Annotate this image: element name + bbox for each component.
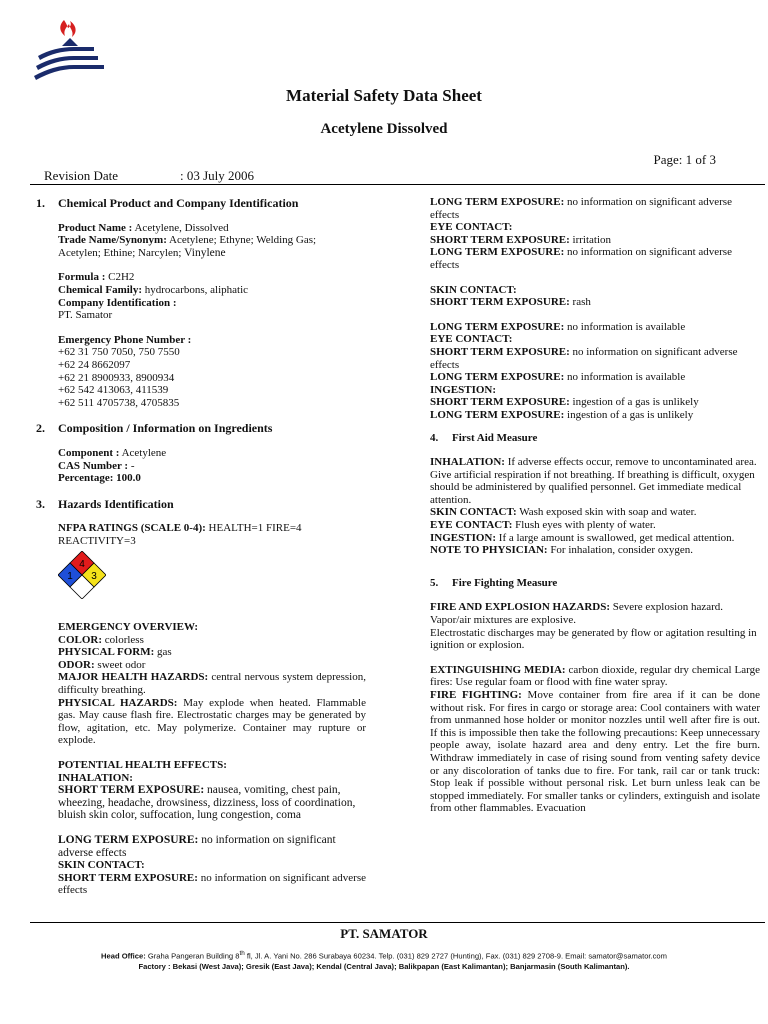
footer-divider	[30, 922, 765, 923]
header-divider	[30, 184, 765, 185]
revision-date-value: : 03 July 2006	[180, 168, 255, 183]
right-column: LONG TERM EXPOSURE: no information on significant adverse effects EYE CONTACT: SHORT TERM EXPOSURE: irritation LONG TERM EXPOSURE: no information on significant adverse effects SKIN CONTACT: SHORT TERM EXPOSURE: rash LONG TERM EXPOSURE: no information is available EYE CONTACT: SHORT TERM EXPOSURE: no information on significant adverse effects LONG TERM EXPOSURE: no information is available INGESTION: SHORT TERM EXPOSURE: ingestion of a gas is unlikely LONG TERM EXPOSURE: ingestion of a gas is unlikely 4. First Aid Measure INHALATION: If adverse effects occur, remove to uncontaminated area. Give artificial respiration if not breathing. If breathing is difficult, oxygen should be administered by qualified personnel. Get immediate medical attention. SKIN CONTACT: Wash exposed skin with soap and water. EYE CONTACT: Flush eyes with plenty of water. INGESTION: If a large amount is swallowed, get medical attention. NOTE TO PHYSICIAN: For inhalation, consider oxygen. 5. Fire Fighting Measure FIRE AND EXPLOSION HAZARDS: Severe explosion hazard. Vapor/air mixtures are explosive. Electrostatic discharges may be generated by flow or agitation resulting in ignition or explosion. EXTINGUISHING MEDIA: carbon dioxide, regular dry chemical Large fires: Use regular foam or flood with fine water spray. FIRE FIGHTING: Move container from fire area if it can be done without risk. For fires in cargo or storage area: Cool containers with water from unmanned hose holder or monitor nozzles until well after fire is out. If this is impossible then take the following precautions: Keep unnecessary people away, isolate hazard area and deny entry. Let the fire burn. Withdraw immediately in case of rising sound from venting safety device or any discoloration of tanks due to fire. For tank, rail car or tank truck: Stop leak if possible without personal risk. Let burn unless leak can be stopped immediately. For smaller tanks or cylinders, extinguish and isolate from other flammables. Evacuation	[430, 196, 760, 815]
page-number: Page: 1 of 3	[653, 152, 716, 167]
section-5-heading: 5. Fire Fighting Measure	[430, 576, 558, 589]
revision-date-label: Revision Date	[44, 168, 119, 183]
nfpa-diamond-icon	[58, 551, 106, 599]
nfpa-fire-rating: 4	[79, 559, 85, 571]
phone-number: +62 24 8662097	[58, 358, 131, 371]
section-4-heading: 4. First Aid Measure	[430, 431, 538, 444]
phone-number: +62 21 8900933, 8900934	[58, 371, 175, 384]
document-subtitle: Acetylene Dissolved	[320, 121, 448, 137]
phone-number: +62 542 413063, 411539	[58, 384, 169, 397]
footer-factory: Factory : Bekasi (West Java); Gresik (East Java); Kendal (Central Java); Balikpapan (East Kalimantan); Banjarmasin (South Kalimantan).	[138, 962, 630, 971]
nfpa-health-rating: 1	[67, 571, 73, 583]
section-2-heading: 2. Composition / Information on Ingredients	[36, 421, 273, 436]
company-logo-icon	[34, 16, 106, 80]
section-1-heading: 1. Chemical Product and Company Identification	[36, 196, 299, 210]
section-3-heading: 3. Hazards Identification	[36, 496, 174, 511]
phone-number: +62 511 4705738, 4705835	[58, 396, 180, 409]
phone-number: +62 31 750 7050, 750 7550	[58, 346, 180, 359]
document-title: Material Safety Data Sheet	[286, 86, 482, 105]
left-column: 1. Chemical Product and Company Identification Product Name : Acetylene, Dissolved Trade Name/Synonym: Acetylene; Ethyne; Welding Gas; Acetylen; Ethine; Narcylen; Vinylene Formula : C2H2 Chemical Family: hydrocarbons, aliphatic Company Identification : PT. Samator Emergency Phone Number : +62 31 750 7050, 750 7550 +62 24 8662097 +62 21 8900933, 8900934 +62 542 413063, 411539 +62 511 4705738, 4705835 2. Composition / Information on Ingredients Component : Acetylene CAS Number : - Percentage: 100.0 3. Hazards Identification NFPA RATINGS (SCALE 0-4): HEALTH=1 FIRE=4 REACTIVITY=3 4 1 3 EMERGENCY OVERVIEW: COLOR: colorless PHYSICAL FORM: gas ODOR: sweet odor MAJOR HEALTH HAZARDS: central nervous system depression, difficulty breathing. PHYSICAL HAZARDS: May explode when heated. Flammable gas. May cause flash fire. Electrostatic charges may be generated by flow, agitation, etc. May polymerize. Container may rupture or explode. POTENTIAL HEALTH EFFECTS: INHALATION: SHORT TERM EXPOSURE: nausea, vomiting, chest pain, wheezing, headache, drowsiness, dizziness, loss of coordination, bluish skin color, suffocation, lung congestion, coma LONG TERM EXPOSURE: no information on significant adverse effects SKIN CONTACT: SHORT TERM EXPOSURE: no information on significant adverse effects	[36, 196, 366, 897]
footer-head-office: Head Office: Graha Pangeran Building 8th fl, Jl. A. Yani No. 286 Surabaya 60234. Telp. (031) 829 2727 (Hunting), Fax. (031) 829 2708-9. Email: samator@samator.com	[101, 950, 667, 961]
nfpa-reactivity-rating: 3	[91, 571, 97, 583]
footer-company: PT. SAMATOR	[340, 926, 428, 941]
